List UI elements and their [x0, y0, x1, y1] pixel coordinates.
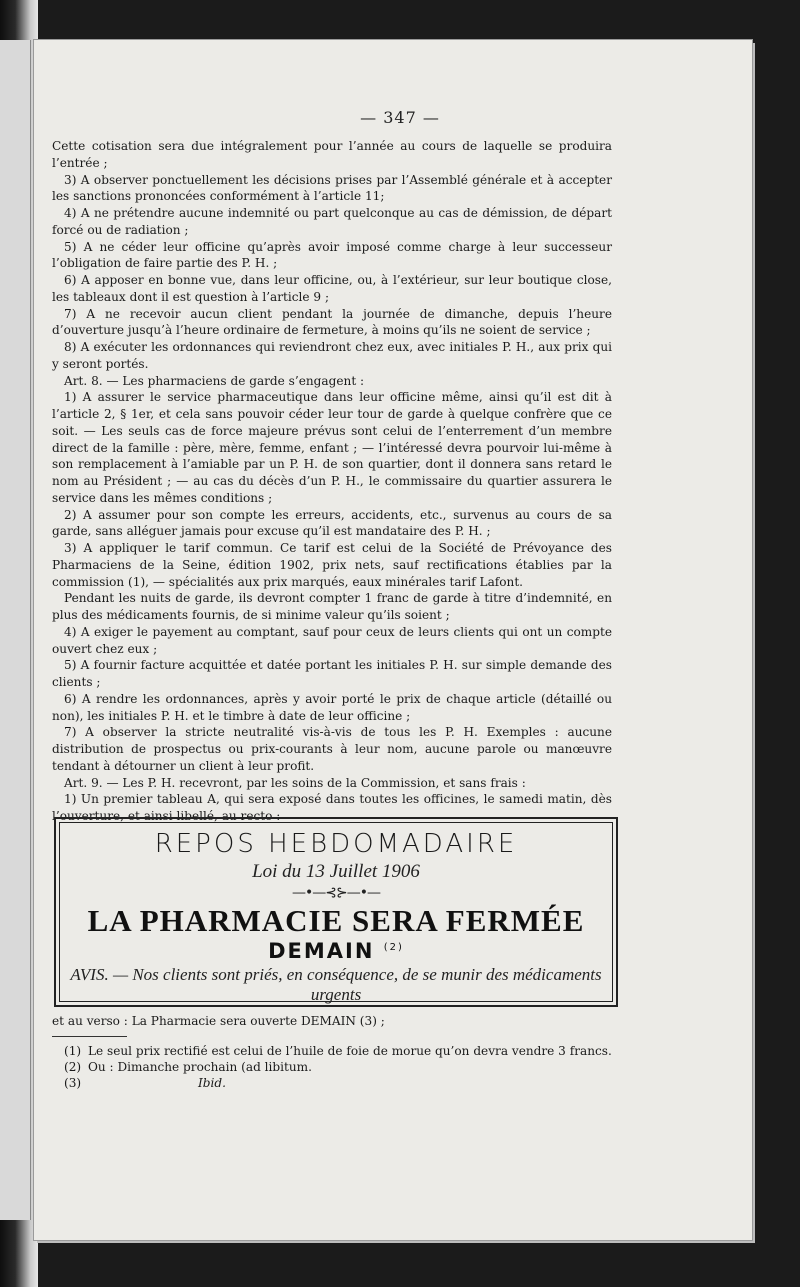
body-paragraph: Cette cotisation sera due intégralement pour l’année au cours de laquelle se produira l’entrée ;: [52, 139, 612, 170]
notice-law: Loi du 13 Juillet 1906: [252, 861, 420, 882]
body-paragraph: Art. 9. — Les P. H. recevront, par les soins de la Commission, et sans frais :: [64, 775, 526, 790]
verso-line: et au verso : La Pharmacie sera ouverte DEMAIN (3) ;: [52, 1014, 385, 1028]
body-paragraph: 7) A observer la stricte neutralité vis-à-vis de tous les P. H. Exemples : aucune distribution de prospectus ou prix-courants à leur nom, aucune parole ou manœuvre tendant à détourner un client à leur profit.: [52, 725, 612, 773]
footnote-2: [64, 1059, 624, 1075]
body-paragraph: 1) A assurer le service pharmaceutique dans leur officine même, ainsi qu’il est dit à l’article 2, § 1er, et cela sans pouvoir céder leur tour de garde à quelque confrère que ce soit. — Les seuls cas de force majeure prévus sont celui de l’enterrement d’un membre direct de la famille : père, mère, femme, enfant ; — l’intéressé devra pourvoir lui-même à son remplacement à l’amiable par un P. H. de son quartier, dont il donnera sans retard le nom au Président ; — au cas du décès d’un P. H., le commissaire du quartier assurera le service dans les mêmes conditions ;: [52, 390, 612, 505]
body-paragraph: 5) A fournir facture acquittée et datée portant les initiales P. H. sur simple demande des clients ;: [52, 658, 612, 689]
footnote-text: Ibid.: [198, 1076, 226, 1090]
footnote-label: (1): [64, 1044, 82, 1058]
footnote-rule: [52, 1036, 127, 1037]
body-text: [52, 138, 612, 825]
notice-avis: AVIS. — Nos clients sont priés, en conséquence, de se munir des médicaments urgents: [70, 965, 602, 1004]
notice-sub-note: (2): [383, 942, 404, 953]
body-paragraph: 6) A apposer en bonne vue, dans leur officine, ou, à l’extérieur, sur leur boutique close, les tableaux dont il est question à l’article 9 ;: [52, 273, 612, 304]
body-paragraph: 3) A appliquer le tarif commun. Ce tarif est celui de la Société de Prévoyance des Pharmaciens de la Seine, édition 1902, prix nets, sauf rectifications établies par la commission (1), — spécialités aux prix marqués, eaux minérales tarif Lafont.: [52, 541, 612, 589]
footnote-text: Le seul prix rectifié est celui de l’huile de foie de morue qu’on devra vendre 3 francs.: [88, 1044, 612, 1058]
footnotes: [64, 1043, 624, 1091]
notice-sub-text: DEMAIN: [268, 939, 375, 963]
page-number: — 347 —: [360, 108, 440, 127]
footnote-label: (3): [64, 1076, 82, 1090]
body-paragraph: 7) A ne recevoir aucun client pendant la journée de dimanche, depuis l’heure d’ouverture jusqu’à l’heure ordinaire de fermeture, à moins qu’ils ne soient de service ;: [52, 306, 612, 338]
footnote-3: [64, 1075, 624, 1091]
body-paragraph: 4) A exiger le payement au comptant, sauf pour ceux de leurs clients qui ont un compte ouvert chez eux ;: [52, 624, 612, 656]
notice-inner-frame: [59, 822, 613, 1002]
closure-notice: [54, 817, 618, 1007]
notice-ornament: —•—⊰⊱—•—: [292, 885, 380, 901]
body-paragraph: 5) A ne céder leur officine qu’après avoir imposé comme charge à leur successeur l’obligation de faire partie des P. H. ;: [52, 239, 612, 271]
body-paragraph: Art. 8. — Les pharmaciens de garde s’engagent :: [64, 373, 365, 388]
body-paragraph: 3) A observer ponctuellement les décisions prises par l’Assemblé générale et à accepter les sanctions prononcées conformément à l’article 11;: [52, 172, 612, 204]
body-paragraph: 2) A assumer pour son compte les erreurs, accidents, etc., survenus au cours de sa garde, sans alléguer jamais pour excuse qu’il est mandataire des P. H. ;: [52, 507, 612, 539]
body-paragraph: 8) A exécuter les ordonnances qui reviendront chez eux, avec initiales P. H., aux prix qui y seront portés.: [52, 340, 612, 371]
footnote-text: Ou : Dimanche prochain (ad libitum.: [88, 1060, 312, 1074]
previous-page-edge: [0, 40, 31, 1220]
footnote-label: (2): [64, 1060, 82, 1074]
notice-main-heading: LA PHARMACIE SERA FERMÉE: [87, 903, 585, 938]
body-paragraph: 6) A rendre les ordonnances, après y avoir porté le prix de chaque article (détaillé ou non), les initiales P. H. et le timbre à date de leur officine ;: [52, 691, 612, 723]
body-paragraph: 1) Un premier tableau A, qui sera exposé dans toutes les officines, le samedi matin, dès l’ouverture, et ainsi libellé, au recto :: [52, 792, 612, 823]
notice-subheading: [60, 939, 612, 963]
footnote-1: [64, 1043, 624, 1059]
body-paragraph: 4) A ne prétendre aucune indemnité ou part quelconque au cas de démission, de départ forcé ou de radiation ;: [52, 206, 612, 237]
body-paragraph: Pendant les nuits de garde, ils devront compter 1 franc de garde à titre d’indemnité, en plus des médicaments fournis, de si minime valeur qu’ils soient ;: [52, 591, 612, 622]
notice-title: REPOS HEBDOMADAIRE: [154, 829, 518, 859]
